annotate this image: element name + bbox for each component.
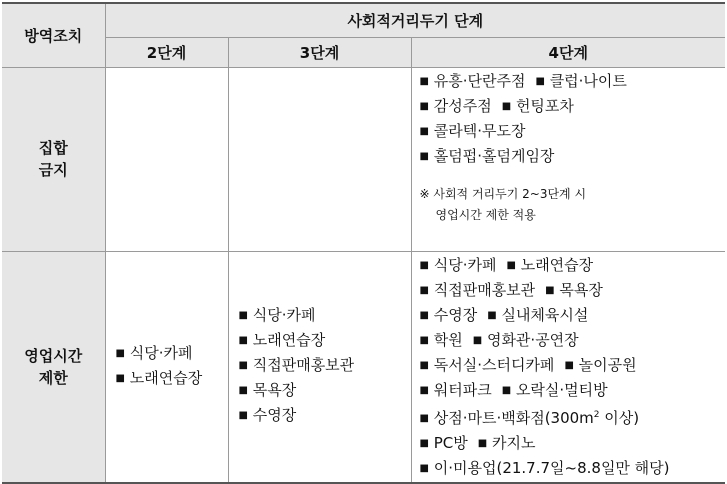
ban-level4-list <box>420 70 726 170</box>
list-item <box>239 354 411 379</box>
item-text: 노래연습장 <box>520 255 594 274</box>
ban-label-line1: 집합 <box>38 139 68 157</box>
ban-label-line2: 금지 <box>38 161 68 179</box>
bullet-icon: ■ <box>115 372 125 384</box>
hours-level4-cell <box>411 251 725 483</box>
hours-label-line2: 제한 <box>38 368 68 387</box>
item-text: 카지노 <box>491 433 536 452</box>
item-text: 클럽·나이트 <box>549 71 627 90</box>
list-item <box>420 279 726 304</box>
item-text: 수영장 <box>433 305 478 324</box>
list-item <box>420 432 726 457</box>
list-item <box>420 354 726 379</box>
bullet-icon: ■ <box>238 335 248 346</box>
item-text: 상점·마트·백화점(300m <box>433 408 594 427</box>
bullet-icon: ■ <box>238 385 248 396</box>
item-text: 이·미용업(21.7.7일~8.8일만 해당) <box>433 458 670 477</box>
item-text: 독서실·스터디카페 <box>433 355 555 374</box>
bullet-icon: ■ <box>535 75 545 87</box>
bullet-icon: ■ <box>419 384 429 396</box>
bullet-icon: ■ <box>419 125 429 137</box>
item-text: PC방 <box>433 433 468 452</box>
note-line2: 영업시간 제한 적용 <box>435 207 536 222</box>
hours-level3-list <box>239 304 411 429</box>
hours-level3-cell <box>228 251 411 483</box>
item-text: 수영장 <box>252 406 297 424</box>
item-text: 워터파크 <box>433 380 492 399</box>
list-item <box>420 120 726 145</box>
bullet-icon: ■ <box>419 259 429 271</box>
bullet-icon: ■ <box>419 150 429 162</box>
list-item <box>116 367 228 392</box>
bullet-icon: ■ <box>419 462 429 474</box>
item-text: 학원 <box>433 330 463 349</box>
item-text: 식당·카페 <box>433 255 497 274</box>
bullet-icon: ■ <box>419 309 429 321</box>
item-text: 식당·카페 <box>129 343 193 362</box>
distancing-header: 사회적거리두기 단계 <box>105 3 725 37</box>
list-item <box>420 145 726 170</box>
bullet-icon: ■ <box>419 359 429 371</box>
hours-label-line1: 영업시간 <box>24 346 83 365</box>
item-text: 목욕장 <box>559 280 603 299</box>
ban-row-label <box>2 67 105 251</box>
list-item <box>420 70 726 95</box>
item-text: 홀덤펍·홀덤게임장 <box>433 146 555 165</box>
bullet-icon: ■ <box>477 437 488 449</box>
item-text: 직접판매홍보관 <box>252 356 355 374</box>
hours-level2-cell <box>105 251 228 483</box>
item-text: 감성주점 <box>433 96 492 115</box>
item-text: 목욕장 <box>252 381 297 399</box>
ban-level2-cell <box>105 67 228 251</box>
bullet-icon: ■ <box>506 259 516 271</box>
list-item <box>420 304 726 329</box>
bullet-icon: ■ <box>238 410 248 421</box>
bullet-icon: ■ <box>501 384 512 396</box>
bullet-icon: ■ <box>487 309 497 321</box>
hours-row-label <box>2 251 105 483</box>
bullet-icon: ■ <box>564 359 574 371</box>
bullet-icon: ■ <box>419 437 429 449</box>
item-superscript: 2 <box>593 409 600 420</box>
bullet-icon: ■ <box>419 100 429 112</box>
item-text: 노래연습장 <box>252 331 326 349</box>
item-text: 놀이공원 <box>578 355 637 374</box>
bullet-icon: ■ <box>115 347 125 359</box>
list-item <box>239 304 411 329</box>
item-text: 직접판매홍보관 <box>433 280 536 299</box>
bullet-icon: ■ <box>419 412 429 424</box>
distancing-table <box>2 2 725 484</box>
bullet-icon: ■ <box>238 360 248 371</box>
list-item <box>420 404 726 432</box>
item-text: 헌팅포차 <box>515 96 574 115</box>
item-text: 노래연습장 <box>129 368 203 387</box>
ban-note <box>420 184 726 226</box>
item-text: 영화관·공연장 <box>486 330 579 349</box>
ban-level3-cell <box>228 67 411 251</box>
note-line1: ※ 사회적 거리두기 2~3단계 시 <box>419 186 587 201</box>
list-item <box>420 457 726 482</box>
bullet-icon: ■ <box>419 284 429 296</box>
bullet-icon: ■ <box>419 334 429 346</box>
bullet-icon: ■ <box>472 334 483 346</box>
level2-header: 2단계 <box>105 37 228 67</box>
item-text: 콜라텍·무도장 <box>433 121 526 140</box>
list-item <box>239 404 411 429</box>
level4-header: 4단계 <box>411 37 725 67</box>
list-item <box>420 95 726 120</box>
bullet-icon: ■ <box>501 100 512 112</box>
item-text: 이상) <box>599 408 640 427</box>
item-text: 식당·카페 <box>252 306 316 324</box>
item-text: 실내체육시설 <box>501 305 589 324</box>
item-text: 유흥·단란주점 <box>433 71 526 90</box>
hours-level4-list <box>420 254 726 482</box>
list-item <box>239 379 411 404</box>
list-item <box>116 342 228 367</box>
bullet-icon: ■ <box>238 310 248 321</box>
list-item <box>420 379 726 404</box>
bullet-icon: ■ <box>545 284 555 296</box>
hours-level2-list <box>116 342 228 392</box>
measure-header: 방역조치 <box>2 3 105 67</box>
bullet-icon: ■ <box>419 75 429 87</box>
level3-header: 3단계 <box>228 37 411 67</box>
list-item <box>239 329 411 354</box>
list-item <box>420 254 726 279</box>
item-text: 오락실·멀티방 <box>515 380 608 399</box>
ban-level4-cell <box>411 67 725 251</box>
list-item <box>420 329 726 354</box>
